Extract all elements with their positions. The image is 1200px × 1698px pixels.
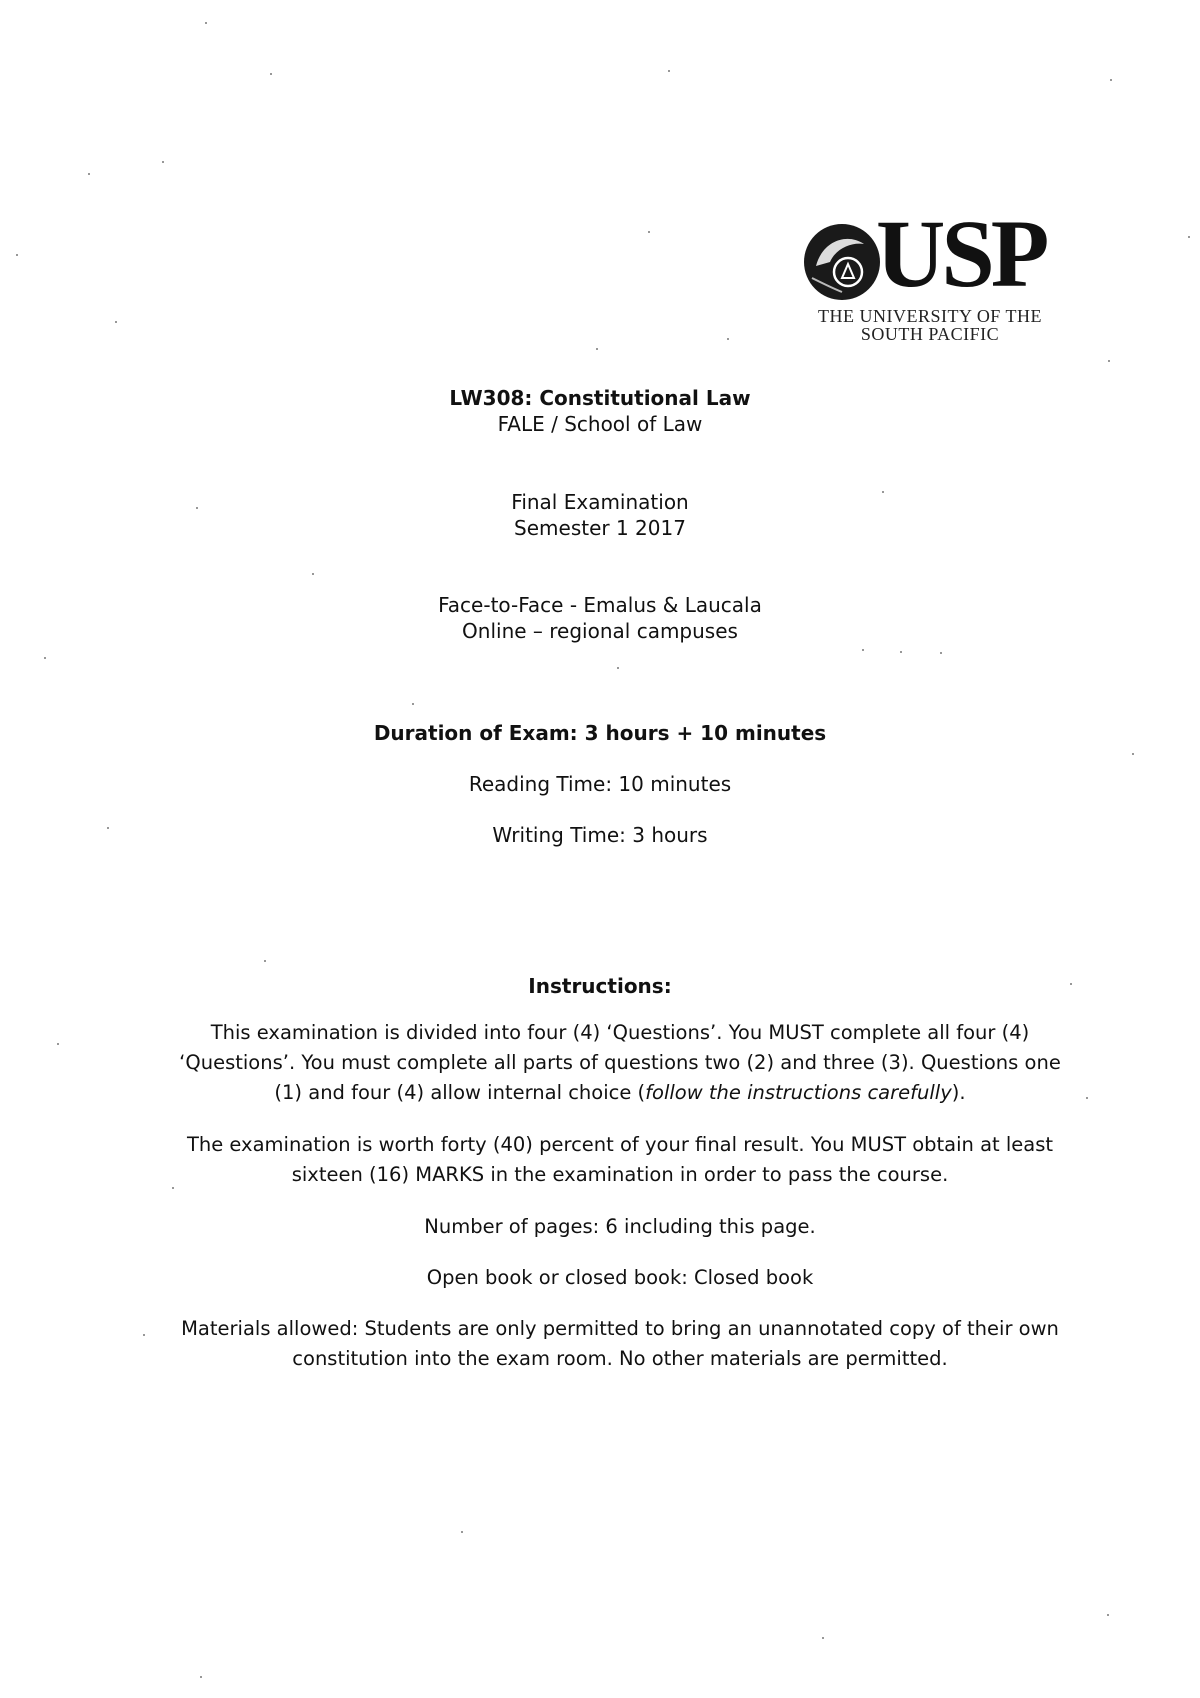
materials-allowed: Materials allowed: Students are only permitted to bring an unannotated copy of their own constitution into the exam room. No other materials are permitted. xyxy=(181,1317,1059,1370)
scan-speck xyxy=(940,652,942,654)
scan-speck xyxy=(882,491,884,493)
logo-university-line1: THE UNIVERSITY OF THE xyxy=(818,306,1042,326)
scan-speck xyxy=(107,827,109,829)
scan-speck xyxy=(1188,236,1190,238)
scan-speck xyxy=(162,161,164,163)
instructions-p1-text: This examination is divided into four (4) ‘Questions’. You MUST complete all four (4) ‘Questions’. You must complete all parts of questions two (2) and three (3). Questions one (1) and four (4) allow internal choice ( xyxy=(179,1021,1061,1104)
scan-speck xyxy=(88,173,90,175)
exam-duration: Duration of Exam: 3 hours + 10 minutes xyxy=(373,721,827,745)
number-of-pages: Number of pages: 6 including this page. xyxy=(424,1215,816,1238)
scan-speck xyxy=(196,507,198,509)
scan-speck xyxy=(461,1531,463,1533)
reading-time: Reading Time: 10 minutes xyxy=(468,772,732,796)
instructions-p1-emphasis: follow the instructions carefully xyxy=(645,1081,952,1104)
scan-speck xyxy=(1107,1614,1109,1616)
delivery-online: Online – regional campuses xyxy=(462,619,738,643)
scan-speck xyxy=(648,231,650,233)
logo-wordmark: USP xyxy=(876,200,1046,307)
scan-speck xyxy=(1070,983,1072,985)
scan-speck xyxy=(143,1334,145,1336)
instructions-heading: Instructions: xyxy=(528,974,672,998)
scan-speck xyxy=(727,338,729,340)
writing-time: Writing Time: 3 hours xyxy=(492,823,708,847)
scan-speck xyxy=(264,960,266,962)
scan-speck xyxy=(115,321,117,323)
scan-speck xyxy=(172,1187,174,1189)
scan-speck xyxy=(270,73,272,75)
scan-speck xyxy=(1108,360,1110,362)
scan-speck xyxy=(1132,753,1134,755)
scan-speck xyxy=(862,649,864,651)
scan-speck xyxy=(596,348,598,350)
scan-speck xyxy=(16,254,18,256)
scan-speck xyxy=(1086,1097,1088,1099)
instructions-p1-end: ). xyxy=(951,1081,966,1104)
scan-speck xyxy=(200,1676,202,1678)
scan-speck xyxy=(617,667,619,669)
course-title: LW308: Constitutional Law xyxy=(449,386,751,410)
scan-speck xyxy=(312,573,314,575)
faculty-school: FALE / School of Law xyxy=(497,412,703,436)
logo-university-line2: SOUTH PACIFIC xyxy=(860,324,1000,344)
scan-speck xyxy=(1110,79,1112,81)
instructions-paragraph-2: The examination is worth forty (40) percent of your final result. You MUST obtain at least sixteen (16) MARKS in the examination in order to pass the course. xyxy=(186,1133,1054,1186)
scan-speck xyxy=(412,703,414,705)
scan-speck xyxy=(44,657,46,659)
instructions-paragraph-1 xyxy=(170,1018,1070,1108)
open-closed-book: Open book or closed book: Closed book xyxy=(426,1266,814,1289)
scan-speck xyxy=(668,70,670,72)
exam-type: Final Examination xyxy=(511,490,689,514)
scan-speck xyxy=(57,1043,59,1045)
usp-emblem-icon xyxy=(802,222,882,302)
delivery-face-to-face: Face-to-Face - Emalus & Laucala xyxy=(438,593,762,617)
university-logo xyxy=(790,200,1070,348)
scan-speck xyxy=(900,651,902,653)
scan-speck xyxy=(822,1637,824,1639)
scan-speck xyxy=(205,22,207,24)
exam-semester: Semester 1 2017 xyxy=(514,516,686,540)
